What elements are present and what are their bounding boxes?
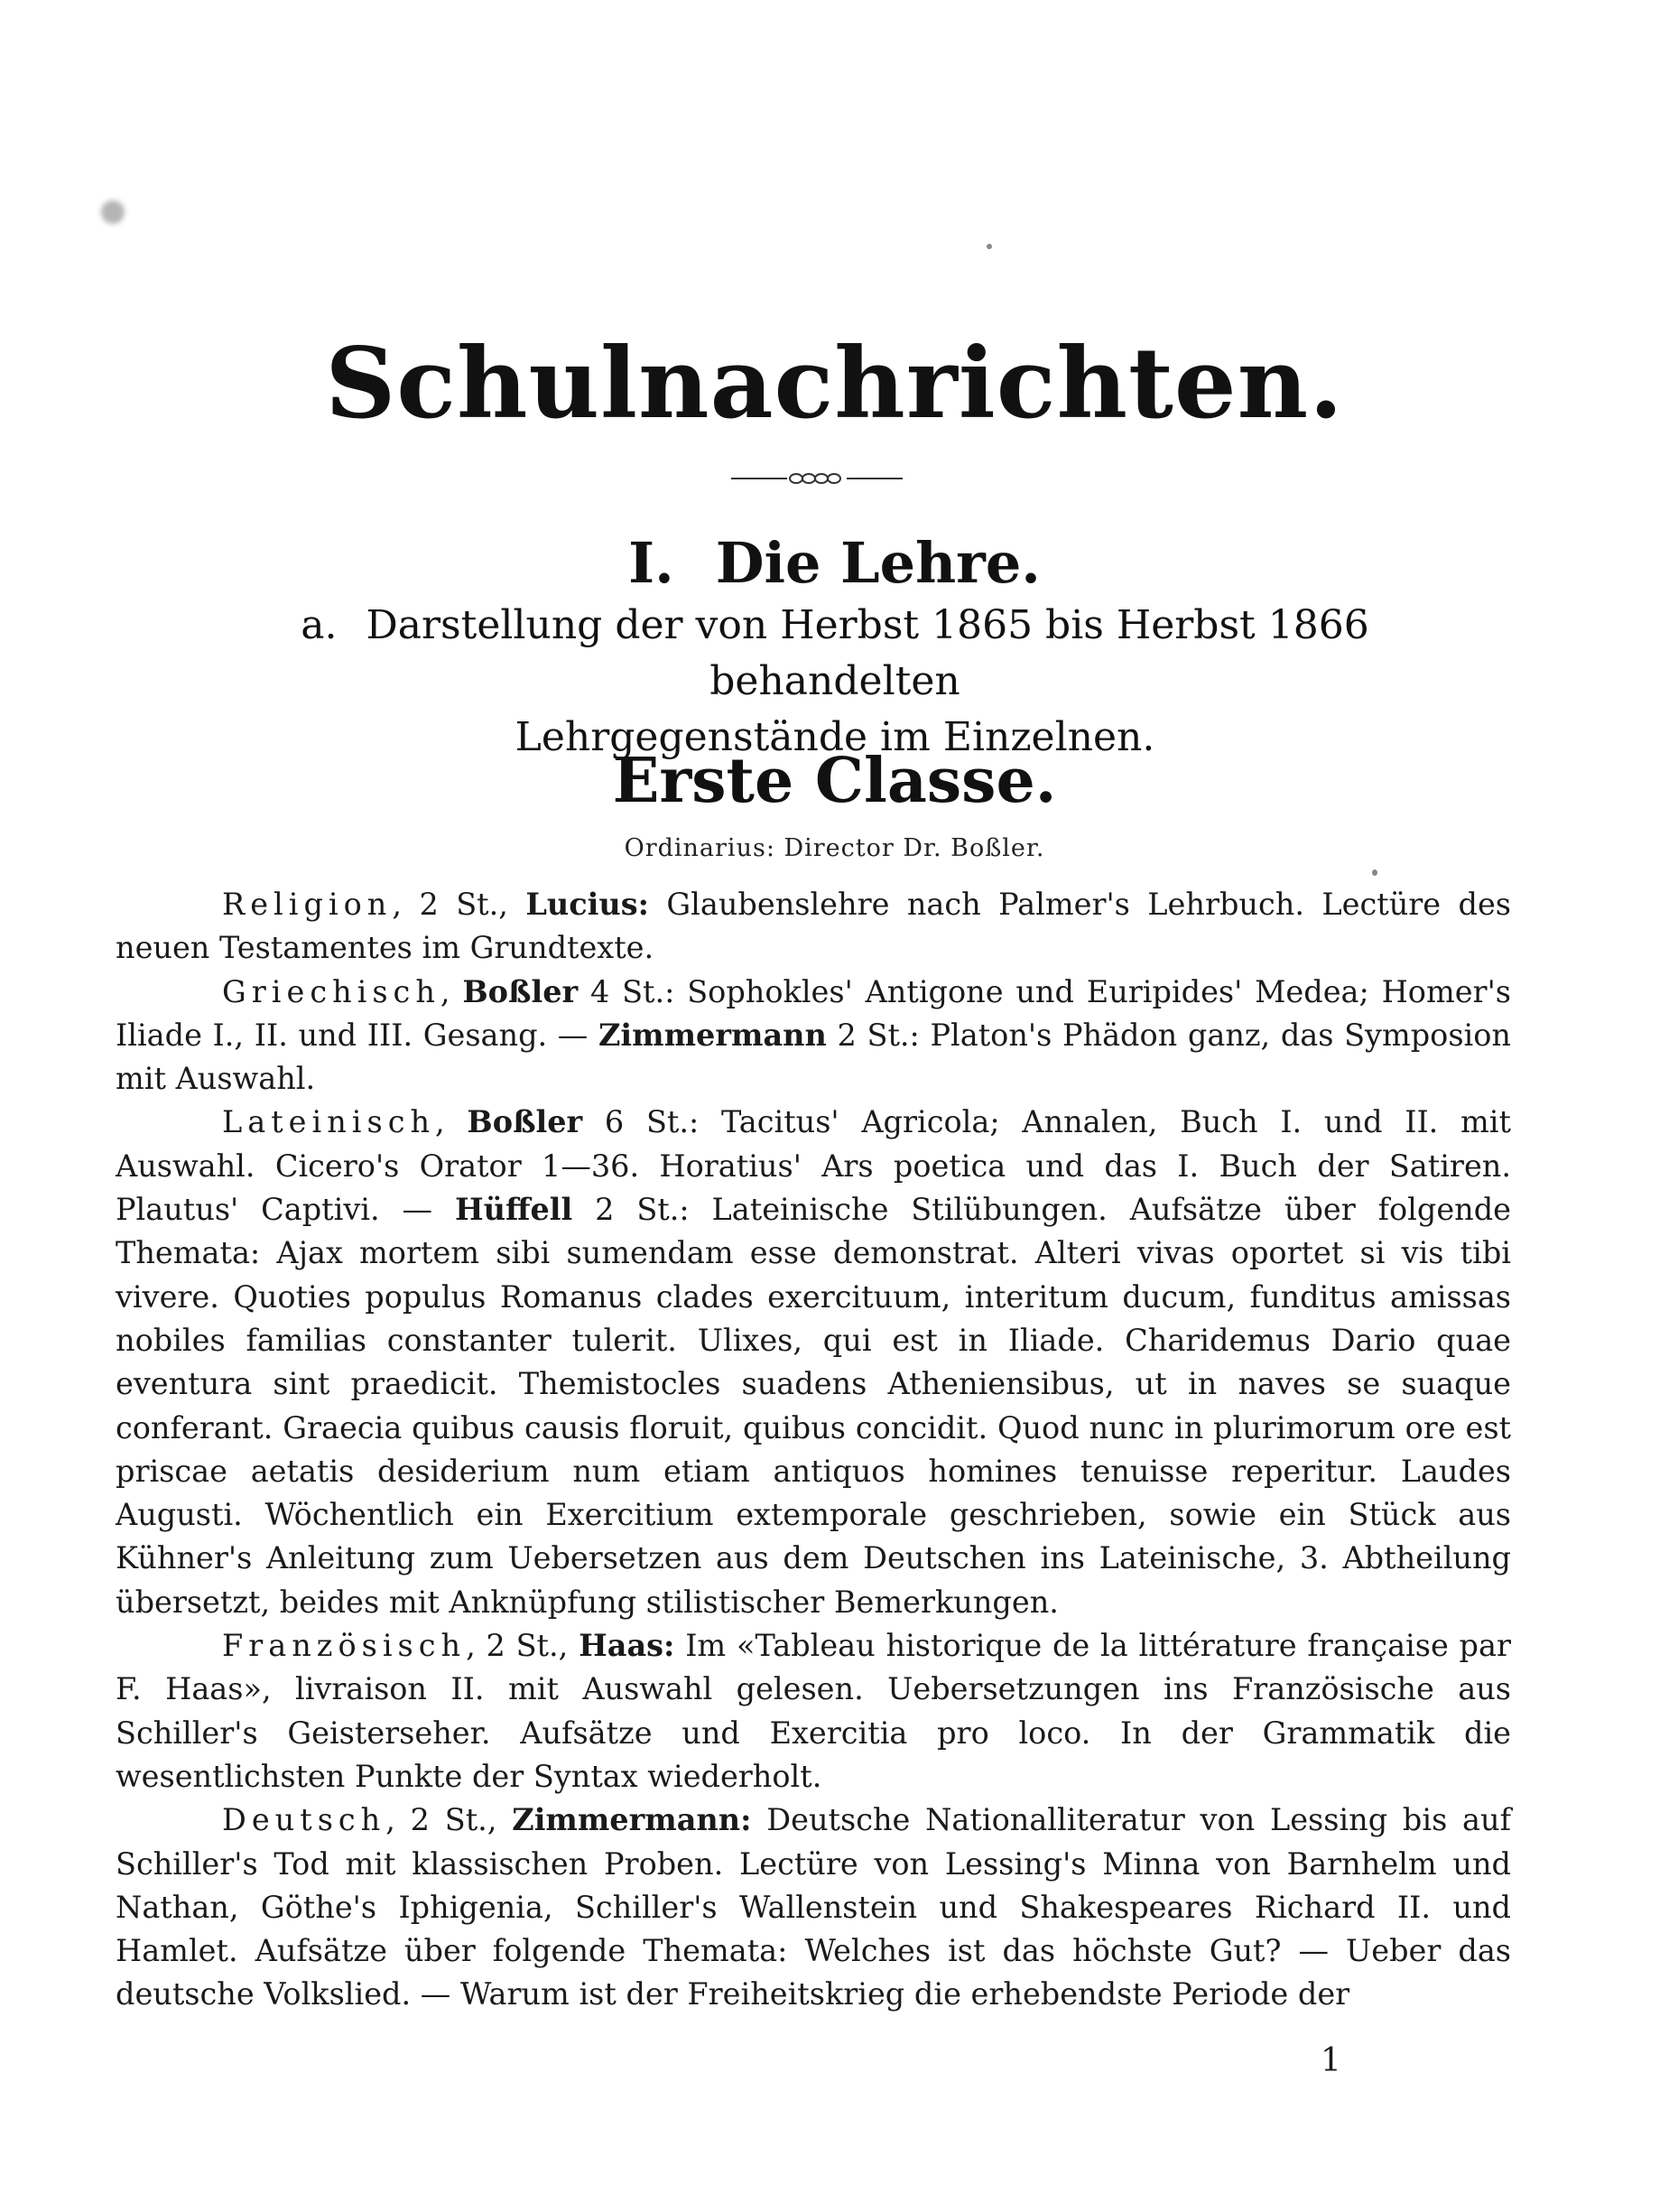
paragraph-text: 4 St.: Sophokles' Antigone und Euripides' Medea; Homer's Iliade I., II. und III. Gesang. — [116, 973, 1511, 1053]
divider-ornament [731, 468, 903, 489]
hours-text: , [440, 973, 463, 1009]
paragraph-text: Im «Tableau historique de la littérature française par F. Haas», livraison II. mit Auswahl gelesen. Uebersetzungen ins Französische aus Schiller's Geisterseher. Aufsätze und Exercitia pro loco. In der Grammatik die wesentlichsten Punkte der Syntax wiederholt. [116, 1628, 1511, 1794]
ordinarius-line: Ordinarius: Director Dr. Boßler. [624, 834, 1045, 862]
teacher-name: Zimmermann: [512, 1802, 752, 1838]
page-title: Schulnachrichten. [325, 327, 1344, 441]
section-number: I. [628, 530, 674, 596]
paragraph-text: 6 St.: Tacitus' Agricola; Annalen, Buch I. und II. mit Auswahl. Cicero's Orator 1—36. Horatius' Ars poetica und das I. Buch der Satiren. Plautus' Captivi. — [116, 1104, 1511, 1228]
subject-name: Deutsch [222, 1802, 386, 1838]
section-heading [0, 527, 1669, 599]
subsection-line-2: Lehrgegenstände im Einzelnen. [515, 714, 1155, 760]
subject-name: Religion [222, 887, 393, 922]
paragraph-griechisch [116, 971, 1511, 1101]
hours-text: , 2 St., [466, 1628, 580, 1664]
hours-text: , 2 St., [385, 1802, 513, 1838]
paragraph-text: 2 St.: Platon's Phädon ganz, das Symposion mit Auswahl. [116, 1017, 1511, 1097]
teacher-name: Lucius: [525, 887, 649, 922]
paragraph-text: 2 St.: Lateinische Stilübungen. Aufsätze über folgende Themata: Ajax mortem sibi sumendam esse demonstrat. Alteri vivas oportet si vis tibi vivere. Quoties populus Romanus clades exercituum, interitum ducum, funditus amissas nobiles familias constanter tulerit. Ulixes, qui est in Iliade. Charidemus Dario quae eventura sint praedicit. Themistocles suadens Atheniensibus, ut in naves se suaque conferant. Graecia quibus causis floruit, quibus concidit. Quod nunc in plurimorum ore est priscae aetatis desiderium num etiam antiquos homines tenuisse reperitur. Laudes Augusti. Wöchentlich ein Exercitium extemporale geschrieben, sowie ein Stück aus Kühner's Anleitung zum Uebersetzen aus dem Deutschen ins Lateinische, 3. Abtheilung übersetzt, beides mit Anknüpfung stilistischer Bemerkungen. [116, 1192, 1512, 1620]
class-title: Erste Classe. [612, 745, 1057, 817]
subsection-letter: a. [301, 602, 338, 648]
ink-dot [1372, 869, 1377, 876]
paragraph-franzoesisch [116, 1624, 1511, 1798]
subject-name: Französisch [222, 1628, 467, 1664]
body-text [116, 883, 1511, 2017]
subject-name: Lateinisch [222, 1104, 436, 1140]
section-title: Die Lehre. [715, 530, 1041, 596]
teacher-name: Boßler [462, 973, 579, 1009]
page-number: 1 [1321, 2042, 1341, 2079]
paragraph-religion [116, 883, 1511, 971]
paragraph-lateinisch [116, 1101, 1511, 1624]
subject-name: Griechisch [222, 973, 440, 1009]
teacher-name: Zimmermann [598, 1017, 827, 1053]
ink-blot [101, 200, 125, 224]
teacher-name: Boßler [467, 1104, 583, 1140]
hours-text: , 2 St., [392, 887, 526, 922]
paragraph-text: Glaubenslehre nach Palmer's Lehrbuch. Lectüre des neuen Testamentes im Grundtexte. [116, 887, 1511, 966]
paragraph-deutsch [116, 1798, 1511, 2016]
teacher-name: Haas: [579, 1628, 675, 1664]
teacher-name: Hüffell [454, 1192, 573, 1228]
paragraph-text: Deutsche Nationalliteratur von Lessing bis auf Schiller's Tod mit klassischen Proben. Lectüre von Lessing's Minna von Barnhelm und Nathan, Göthe's Iphigenia, Schiller's Wallenstein und Shakespeares Richard II. und Hamlet. Aufsätze über folgende Themata: Welches ist das höchste Gut? — Ueber das deutsche Volkslied. — Warum ist der Freiheitskrieg die erhebendste Periode der [116, 1802, 1511, 2012]
subsection-line-1: Darstellung der von Herbst 1865 bis Herbst 1866 behandelten [366, 602, 1369, 704]
ink-dot [987, 244, 992, 249]
hours-text: , [435, 1104, 468, 1140]
